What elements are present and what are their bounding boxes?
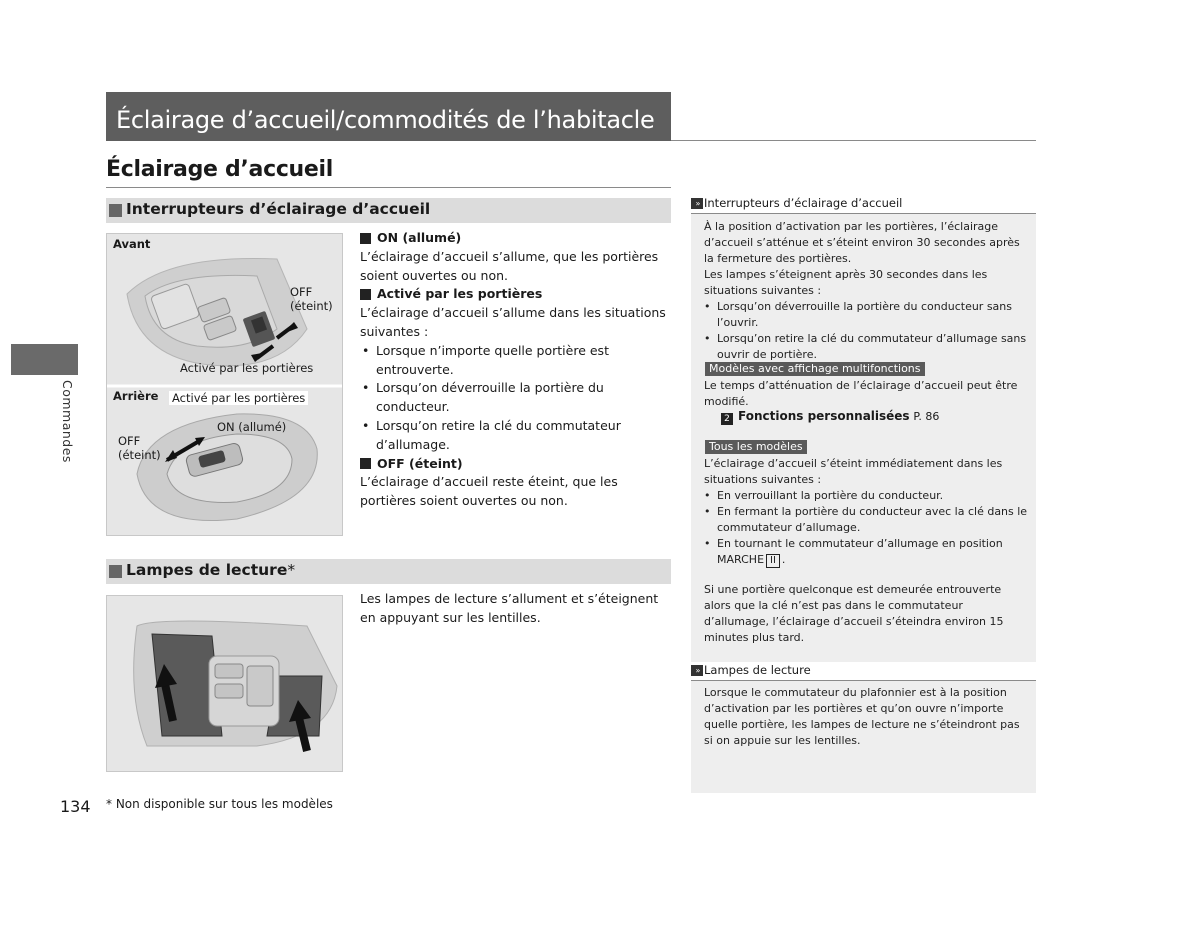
off-paren-top: (éteint) (290, 299, 333, 313)
off-heading (360, 455, 675, 474)
aside-heading-switches (691, 195, 1036, 214)
list-item: • Lorsque n’importe quelle portière est entrouverte. (360, 342, 675, 380)
cross-reference[interactable] (721, 409, 939, 425)
aside-text-3 (704, 456, 1029, 568)
section-title: Éclairage d’accueil (106, 157, 334, 182)
aside-text-1 (704, 219, 1029, 363)
tag-multifunction: Modèles avec affichage multifonctions (705, 362, 925, 376)
reference-marker-icon: » (691, 198, 703, 209)
banner-title: Éclairage d’accueil/commodités de l’habitacle (116, 106, 655, 134)
aside-heading-reading (691, 662, 1036, 681)
off-paren-bottom: (éteint) (118, 448, 161, 462)
sidebar-tab (11, 344, 78, 375)
bullet-square-icon (360, 458, 371, 469)
switches-heading-bar (106, 198, 671, 223)
footnote: * Non disponible sur tous les modèles (106, 797, 333, 811)
chapter-banner (106, 92, 671, 141)
list-item: • En fermant la portière du conducteur avec la clé dans le commutateur d’allumage. (704, 504, 1029, 536)
doors-label-bottom: Activé par les portières (169, 391, 308, 405)
list-item (704, 536, 1029, 568)
heading-square-icon (109, 565, 122, 578)
reading-heading-bar (106, 559, 671, 584)
reading-body (360, 590, 675, 628)
ignition-key-position: II (766, 554, 780, 568)
on-text: L’éclairage d’accueil s’allume, que les portières soient ouvertes ou non. (360, 248, 659, 283)
on-heading (360, 229, 675, 248)
on-heading-text: ON (allumé) (377, 230, 462, 245)
doors-label-top: Activé par les portières (180, 361, 314, 375)
cross-reference-page: P. 86 (913, 410, 940, 423)
bullet-square-icon (360, 233, 371, 244)
list-item: • Lorsqu’on déverrouille la portière du conducteur. (360, 379, 675, 417)
doors-text: L’éclairage d’accueil s’allume dans les situations suivantes : (360, 305, 666, 339)
aside-paragraph: À la position d’activation par les portières, l’éclairage d’accueil s’atténue et s’éteint environ 30 secondes après la fermeture des portières. (704, 220, 1020, 265)
front-label: Avant (113, 237, 151, 251)
doors-heading-text: Activé par les portières (377, 286, 543, 302)
reading-lamps-photo (106, 595, 343, 772)
reference-marker-icon: » (691, 665, 703, 676)
aside-text-4 (704, 582, 1029, 646)
list-item: • En verrouillant la portière du conducteur. (704, 488, 1029, 504)
list-item: • Lorsqu’on retire la clé du commutateur d’allumage. (360, 417, 675, 455)
reading-lamps-illustration (107, 596, 343, 772)
aside-text-2 (704, 378, 1029, 410)
heading-square-icon (109, 204, 122, 217)
section-rule (106, 187, 671, 188)
off-label-bottom: OFF (118, 434, 141, 448)
rear-label: Arrière (113, 389, 159, 403)
banner-rule (671, 140, 1036, 141)
aside-heading-text: Lampes de lecture (704, 663, 811, 677)
list-item-text: En tournant le commutateur d’allumage en position MARCHE (717, 537, 1003, 566)
list-item-end: . (781, 553, 786, 566)
aside-paragraph: L’éclairage d’accueil s’éteint immédiatement dans les situations suivantes : (704, 457, 1003, 486)
cross-reference-label: Fonctions personnalisées (738, 409, 910, 423)
list-item: • Lorsqu’on déverrouille la portière du conducteur sans l’ouvrir. (704, 299, 1029, 331)
off-text: L’éclairage d’accueil reste éteint, que les portières soient ouvertes ou non. (360, 474, 618, 509)
reading-heading (126, 561, 295, 579)
aside-heading-text: Interrupteurs d’éclairage d’accueil (704, 196, 903, 210)
cross-reference-icon: 2 (721, 413, 733, 425)
page-number: 134 (60, 797, 91, 816)
aside-paragraph: Lorsque le commutateur du plafonnier est à la position d’activation par les portières et qu’on ouvre n’importe quelle portière, les lampes de lecture ne s’éteindront pas si on appuie sur les lentilles. (704, 686, 1020, 747)
reading-asterisk: * (287, 561, 296, 579)
off-heading-text: OFF (éteint) (377, 455, 463, 471)
courtesy-light-photo (106, 233, 343, 536)
switches-body (360, 229, 675, 511)
off-label-top: OFF (290, 285, 313, 299)
aside-paragraph: Le temps d’atténuation de l’éclairage d’accueil peut être modifié. (704, 379, 1018, 408)
tag-all-models: Tous les modèles (705, 440, 807, 454)
bullet-square-icon (360, 289, 371, 300)
reading-text: Les lampes de lecture s’allument et s’éteignent en appuyant sur les lentilles. (360, 591, 659, 625)
list-item: • Lorsqu’on retire la clé du commutateur d’allumage sans ouvrir de portière. (704, 331, 1029, 363)
courtesy-light-illustration (107, 234, 343, 536)
aside-paragraph: Les lampes s’éteignent après 30 secondes dans les situations suivantes : (704, 268, 988, 297)
switches-heading: Interrupteurs d’éclairage d’accueil (126, 200, 431, 218)
doors-heading (360, 285, 675, 304)
aside-text-5 (704, 685, 1029, 749)
aside-paragraph: Si une portière quelconque est demeurée entrouverte alors que la clé n’est pas dans le commutateur d’allumage, l’éclairage d’accueil s’éteindra environ 15 minutes plus tard. (704, 583, 1004, 644)
reading-heading-text: Lampes de lecture (126, 561, 288, 579)
sidebar-label: Commandes (60, 380, 75, 463)
on-label: ON (allumé) (217, 420, 287, 434)
